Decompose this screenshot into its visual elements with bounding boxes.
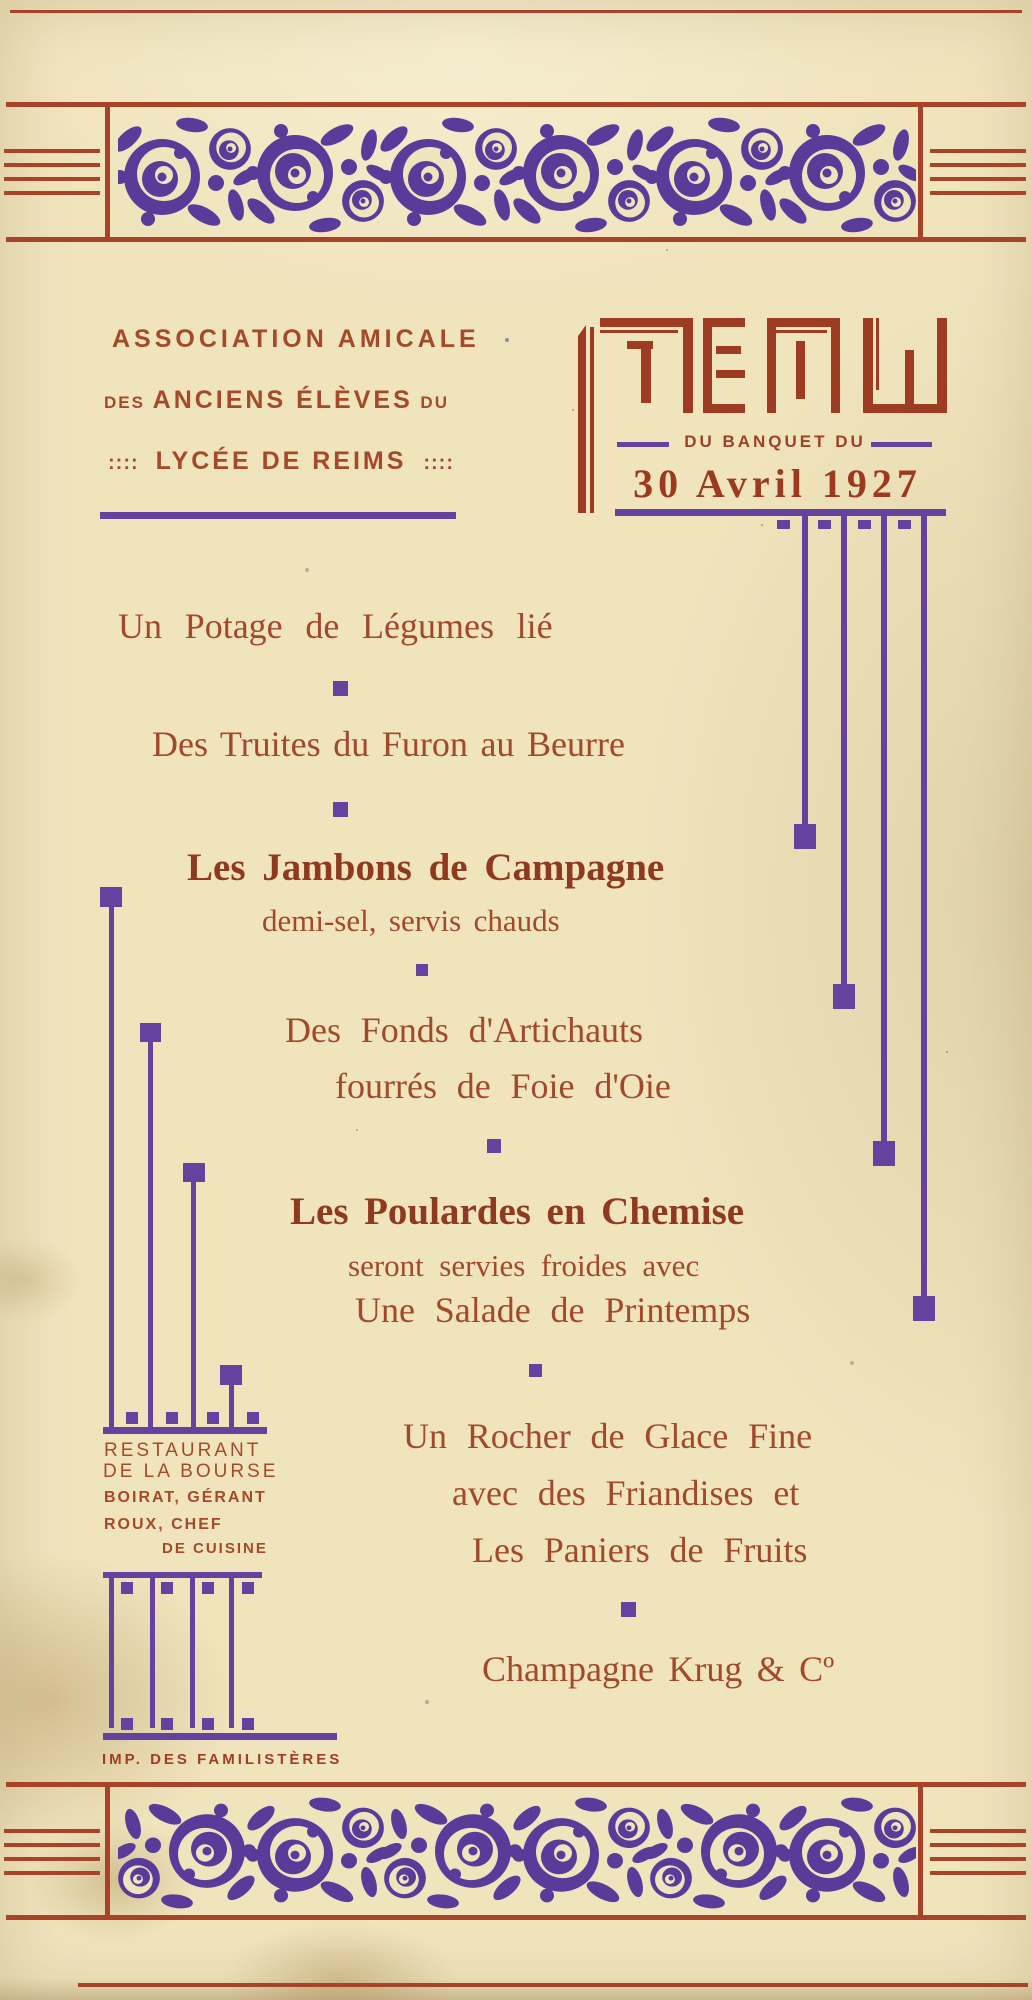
top-band-top-rule [6, 102, 1026, 107]
association-underline [100, 512, 456, 519]
comb-ornament [95, 1568, 345, 1744]
floral-band-bottom [118, 1793, 916, 1913]
bottom-right-corner-line [930, 1829, 1026, 1833]
top-band-left-vertical [105, 102, 110, 242]
bottom-band-bottom-rule [6, 1915, 1026, 1920]
top-right-corner-line [930, 191, 1026, 195]
restaurant-chef-line1: ROUX, CHEF [104, 1516, 223, 1533]
course-champagne: Champagne Krug & Cº [482, 1649, 835, 1689]
restaurant-chef-line2: DE CUISINE [162, 1540, 268, 1557]
dots-ornament-left: :::: [108, 452, 139, 474]
top-band-bottom-rule [6, 237, 1026, 242]
association-name-line2 [104, 386, 449, 415]
course-fonds-line2: fourrés de Foie d'Oie [335, 1066, 671, 1106]
association-line3-main: LYCÉE DE REIMS [155, 447, 407, 475]
bottom-band-left-vertical [105, 1782, 110, 1920]
course-separator-square [621, 1602, 636, 1617]
association-name-line1: ASSOCIATION AMICALE [112, 325, 480, 353]
restaurant-manager: BOIRAT, GÉRANT [104, 1489, 267, 1506]
printer-credit: IMP. DES FAMILISTÈRES [102, 1751, 343, 1768]
top-band-right-vertical [918, 102, 923, 242]
course-jambons: Les Jambons de Campagne [187, 846, 665, 889]
restaurant-name-line2: DE LA BOURSE [103, 1461, 279, 1482]
bottom-left-corner-line [4, 1871, 100, 1875]
banquet-dash-right [871, 442, 932, 447]
outer-top-rule [10, 10, 1022, 13]
course-potage: Un Potage de Légumes lié [118, 606, 553, 646]
left-rise-ornament [95, 878, 275, 1438]
top-left-corner-line [4, 191, 100, 195]
course-jambons-note: demi-sel, servis chauds [262, 903, 560, 938]
course-salade: Une Salade de Printemps [355, 1290, 751, 1330]
bottom-left-corner-line [4, 1829, 100, 1833]
bottom-left-corner-line [4, 1857, 100, 1861]
course-friandises: avec des Friandises et [452, 1473, 800, 1513]
banquet-dash-left [617, 442, 669, 447]
top-left-corner-line [4, 163, 100, 167]
association-line2-main: ANCIENS ÉLÈVES [152, 386, 413, 414]
course-poulardes-note: seront servies froides avec [348, 1248, 700, 1283]
top-right-corner-line [930, 163, 1026, 167]
floral-band-top [118, 113, 916, 237]
top-left-corner-line [4, 149, 100, 153]
restaurant-name-line1: RESTAURANT [104, 1440, 262, 1461]
banquet-date: 30 Avril 1927 [633, 461, 922, 506]
bottom-band-top-rule [6, 1782, 1026, 1787]
bottom-right-corner-line [930, 1871, 1026, 1875]
course-separator-square [333, 681, 348, 696]
dots-ornament-right: :::: [423, 452, 454, 474]
course-separator-square [529, 1364, 542, 1377]
bottom-band-right-vertical [918, 1782, 923, 1920]
course-separator-square [487, 1139, 501, 1153]
paper-specks [505, 338, 509, 342]
association-name-line3 [108, 447, 454, 476]
banquet-subtitle: DU BANQUET DU [684, 432, 866, 451]
association-line2-post: DU [420, 393, 449, 412]
course-rocher: Un Rocher de Glace Fine [403, 1416, 813, 1456]
top-left-corner-line [4, 177, 100, 181]
course-separator-square [416, 964, 428, 976]
top-right-corner-line [930, 149, 1026, 153]
course-fonds-line1: Des Fonds d'Artichauts [285, 1010, 644, 1050]
course-paniers: Les Paniers de Fruits [472, 1530, 808, 1570]
bottom-right-corner-line [930, 1843, 1026, 1847]
course-separator-square [333, 802, 348, 817]
association-line2-pre: DES [104, 393, 145, 412]
bottom-right-corner-line [930, 1857, 1026, 1861]
outer-bottom-rule [78, 1983, 1028, 1987]
bottom-left-corner-line [4, 1843, 100, 1847]
course-poulardes: Les Poulardes en Chemise [290, 1190, 745, 1233]
top-right-corner-line [930, 177, 1026, 181]
course-truites: Des Truites du Furon au Beurre [152, 724, 625, 764]
